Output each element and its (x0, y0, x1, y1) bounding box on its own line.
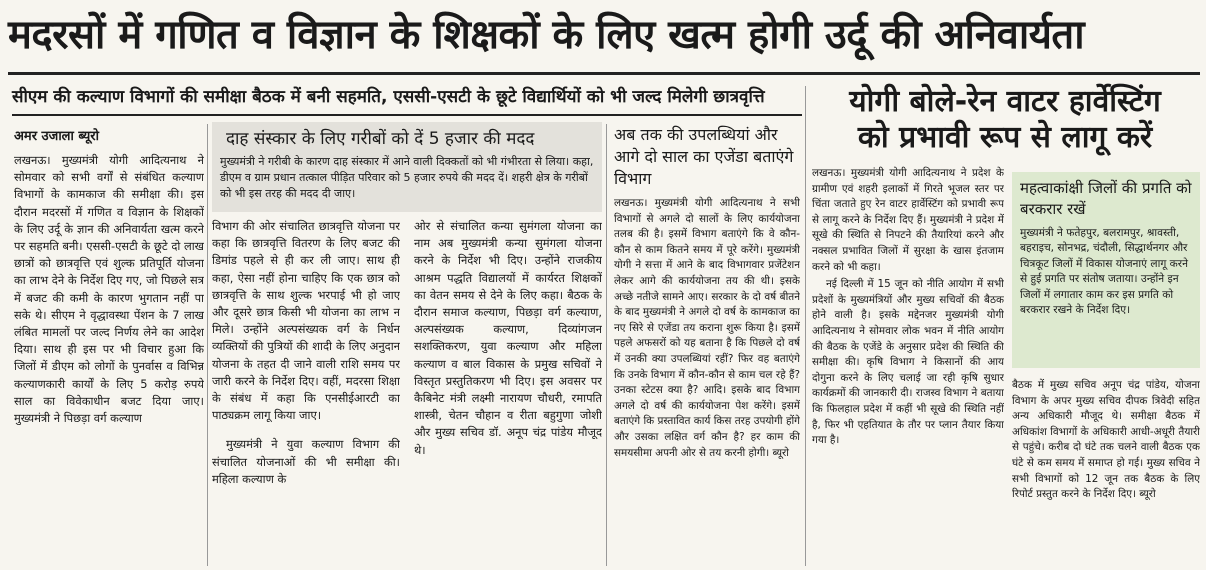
headline: मदरसों में गणित व विज्ञान के शिक्षकों के लिए खत्म होगी उर्दू की अनिवार्यता (8, 12, 1085, 58)
achievements-text: लखनऊ। मुख्यमंत्री योगी आदित्यनाथ ने सभी विभागों से अगले दो सालों के लिए कार्ययोजना तलब की है। इसमें विभाग बताएंगे कि वे कौन-कौन से काम कितने समय में पूरे करेंगे। मुख्यमंत्री योगी ने सत्ता में आने के बाद विभागवार प्रजेंटेशन लेकर आगे की कार्ययोजना तय की थी। इसके अच्छे नतीजे सामने आए। सरकार के दो वर्ष बीतने के बाद मुख्यमंत्री ने अगले दो वर्ष के कामकाज का नए सिरे से एजेंडा तय कराना शुरू किया है। इसमें पहले अफसरों को यह बताना है कि पिछले दो वर्ष में उनकी क्या उपलब्धियां रहीं? फिर वह बताएंगे कि उनके विभाग में कौन-कौन से काम चल रहे हैं? उनका स्टेटस क्या है? आदि। इसके बाद विभाग अगले दो वर्ष की कार्ययोजना पेश करेंगे। इसमें बताएंगे कि प्रस्तावित कार्य किस तरह उपयोगी होंगे और उसका लक्षित वर्ग कौन है? हर काम की समयसीमा अपनी ओर से तय करनी होगी। ब्यूरो (614, 197, 800, 459)
cremation-aid-title: दाह संस्कार के लिए गरीबों को दें 5 हजार की मदद (226, 129, 535, 149)
rainwater-headline-line2: को प्रभावी रूप से लागू करें (857, 120, 1153, 155)
rainwater-col1-text: लखनऊ। मुख्यमंत्री योगी आदित्यनाथ ने प्रदेश के ग्रामीण एवं शहरी इलाकों में गिरते भूजल स्तर पर चिंता जताते हुए रेन वाटर हार्वेस्टिंग को प्रभावी रूप से लागू करने के निर्देश दिए हैं। मुख्यमंत्री ने प्रदेश में सूखे की स्थिति से निपटने की तैयारियां करने और नक्सल प्रभावित जिलों में सुरक्षा के खास इंतजाम करने को भी कहा। (812, 167, 1004, 273)
column-divider (606, 124, 607, 566)
aspirational-districts-box (1012, 172, 1200, 368)
achievements-story (614, 196, 800, 566)
byline: अमर उजाला ब्यूरो (14, 129, 99, 144)
aspirational-districts-text: मुख्यमंत्री ने फतेहपुर, बलरामपुर, श्रावस्ती, बहराइच, सोनभद्र, चंदौली, सिद्धार्थनगर और चित्रकूट जिलों में विकास योजनाएं लागू करने से हुई प्रगति पर संतोष जताया। उन्होंने इन जिलों में लगातार काम कर इस प्रगति को बरकरार रखने के निर्देश दिए। (1020, 227, 1189, 317)
rainwater-headline (808, 84, 1202, 156)
main-story-col2b-text: मुख्यमंत्री ने युवा कल्याण विभाग की संचालित योजनाओं की भी समीक्षा की। महिला कल्याण के (212, 437, 400, 486)
rainwater-story-column-2 (1012, 378, 1200, 566)
headline-rule (8, 72, 1200, 75)
main-story-col3-text: ओर से संचालित कन्या सुमंगला योजना का नाम अब मुख्यमंत्री कन्या सुमंगला योजना करने के निर्देश भी दिए। उन्होंने राजकीय आश्रम पद्धति विद्यालयों में कार्यरत शिक्षकों का वेतन समय से देने के लिए कहा। बैठक के दौरान समाज कल्याण, पिछड़ा वर्ग कल्याण, अल्पसंख्यक कल्याण, दिव्यांगजन सशक्तिकरण, युवा कल्याण और महिला कल्याण व बाल विकास के प्रमुख सचिवों ने विस्तृत प्रस्तुतिकरण भी दिए। इस अवसर पर कैबिनेट मंत्री लक्ष्मी नारायण चौधरी, रमापति शास्त्री, चेतन चौहान व रीता बहुगुणा जोशी और मुख्य सचिव डॉ. अनूप चंद्र पांडेय मौजूद थे। (414, 219, 602, 457)
cremation-aid-text: मुख्यमंत्री ने गरीबी के कारण दाह संस्कार में आने वाली दिक्कतों को भी गंभीरता से लिया। कहा, डीएम व ग्राम प्रधान तत्काल पीड़ित परिवार को 5 हजार रुपये की मदद दें। शहरी क्षेत्र के गरीबों को भी इस तरह की मदद दी जाए। (220, 155, 594, 200)
column-divider (805, 86, 806, 566)
rainwater-story-column-1 (812, 166, 1004, 566)
main-story-column-3 (414, 218, 602, 566)
achievements-headline: अब तक की उपलब्धियां और आगे दो साल का एजेंडा बताएंगे विभाग (614, 125, 794, 188)
subheadline: सीएम की कल्याण विभागों की समीक्षा बैठक में बनी सहमति, एससी-एसटी के छूटे विद्यार्थियों को भी जल्द मिलेगी छात्रवृत्ति (12, 87, 765, 107)
rainwater-col1b-text: नई दिल्ली में 15 जून को नीति आयोग में सभी प्रदेशों के मुख्यमंत्रियों और मुख्य सचिवों की बैठक होने वाली है। इसके मद्देनजर मुख्यमंत्री योगी आदित्यनाथ ने सोमवार लोक भवन में नीति आयोग की बैठक के एजेंडे के अनुसार प्रदेश की स्थिति की समीक्षा की। कृषि विभाग ने किसानों की आय दोगुना करने के लिए चलाई जा रही कृषि सुधार कार्यक्रमों की जानकारी दी। राजस्व विभाग ने बताया कि फिलहाल प्रदेश में कहीं भी सूखे की स्थिति नहीं है, फिर भी एहतियात के तौर पर प्लान तैयार किया गया है। (812, 278, 1004, 447)
cremation-aid-box (212, 122, 602, 212)
main-story-column-2 (212, 218, 400, 566)
rainwater-col2-text: बैठक में मुख्य सचिव अनूप चंद्र पांडेय, योजना विभाग के अपर मुख्य सचिव दीपक त्रिवेदी सहित अन्य अधिकारी मौजूद थे। समीक्षा बैठक में अधिकांश विभागों के अधिकारी आधी-अधूरी तैयारी से पहुंचे। करीब दो घंटे तक चलने वाली बैठक एक घंटे से कम समय में समाप्त हो गई। मुख्य सचिव ने सभी विभागों को 12 जून तक बैठक के लिए रिपोर्ट प्रस्तुत करने के निर्देश दिए। ब्यूरो (1012, 379, 1200, 501)
aspirational-districts-title: महत्वाकांक्षी जिलों की प्रगति को बरकरार रखें (1020, 179, 1192, 218)
main-story-col1-text: लखनऊ। मुख्यमंत्री योगी आदित्यनाथ ने सोमवार को सभी वर्गों से संबंधित कल्याण विभागों के कामकाज की समीक्षा की। इस दौरान मदरसों में गणित व विज्ञान के शिक्षकों के लिए उर्दू के ज्ञान की अनिवार्यता खत्म करने पर सहमति बनी। एससी-एसटी के छूटे दो लाख छात्रों को छात्रवृत्ति एवं शुल्क प्रतिपूर्ति योजना का लाभ देने के निर्देश दिए गए, जो पिछले सत्र में बजट की कमी के कारण भुगतान नहीं पा सके थे। सीएम ने वृद्धावस्था पेंशन के 7 लाख लंबित मामलों पर जल्द निर्णय लेने का आदेश दिया। साथ ही इस पर भी विचार हुआ कि जिलों में डीएम को लोगों के पुनर्वास व विभिन्न कल्याणकारी कार्यों के लिए 5 करोड़ रुपये साल का विवेकाधीन बजट दिया जाए। मुख्यमंत्री ने पिछड़ा वर्ग कल्याण (14, 153, 204, 426)
column-divider (207, 124, 208, 566)
main-story-column-1 (14, 152, 204, 566)
main-story-col2-text: विभाग की ओर संचालित छात्रवृत्ति योजना पर कहा कि छात्रवृत्ति वितरण के लिए बजट की डिमांड पहले से ही कर ली जाए। साथ ही कहा, ऐसा नहीं होना चाहिए कि एक छात्र को छात्रवृत्ति के साथ शुल्क भरपाई भी हो जाए और दूसरे छात्र किसी भी योजना का लाभ न मिले। उन्होंने अल्पसंख्यक वर्ग के निर्धन व्यक्तियों की पुत्रियों की शादी के लिए अनुदान योजना के तहत दी जाने वाली राशि समय पर जारी करने के निर्देश दिए। वहीं, मदरसा शिक्षा के संबंध में कहा कि एनसीईआरटी का पाठ्यक्रम लागू किया जाए। (212, 219, 400, 423)
subhead-rule (12, 114, 802, 116)
rainwater-headline-line1: योगी बोले-रेन वाटर हार्वेस्टिंग (849, 84, 1161, 119)
